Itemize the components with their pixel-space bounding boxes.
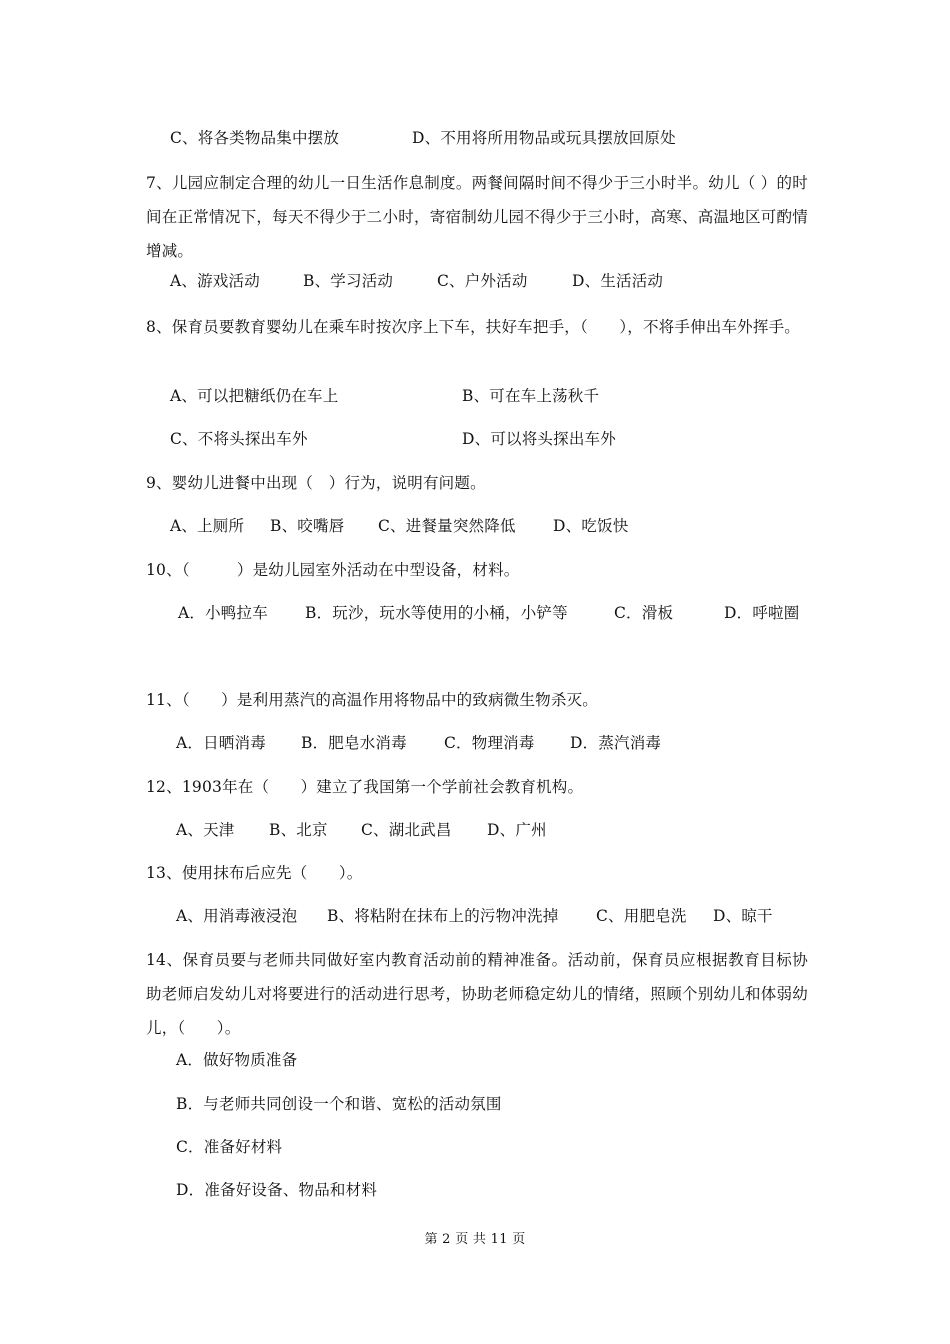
q12-option-d: D、广州 [487, 821, 547, 839]
q10-stem: 10、（ ）是幼儿园室外活动在中型设备，材料。 [146, 561, 520, 579]
q14-stem: 14、保育员要与老师共同做好室内教育活动前的精神准备。活动前，保育员应根据教育目标协助老师启发幼儿对将要进行的活动进行思考，协助老师稳定幼儿的情绪，照顾个别幼儿和体弱幼儿，（ ）。 [146, 951, 808, 1037]
q10-option-b: B．玩沙，玩水等使用的小桶，小铲等 [305, 604, 568, 622]
q12-option-a: A、天津 [176, 821, 235, 839]
q8-option-d: D、可以将头探出车外 [462, 430, 616, 448]
q11-option-b: B．肥皂水消毒 [301, 734, 407, 752]
q7-option-c: C、户外活动 [437, 272, 528, 290]
q8-option-c: C、不将头探出车外 [170, 430, 308, 448]
q8-stem: 8、保育员要教育婴幼儿在乘车时按次序上下车，扶好车把手，（ ），不将手伸出车外挥手。 [146, 318, 800, 336]
q9-option-a: A、上厕所 [170, 517, 245, 535]
q12-option-c: C、湖北武昌 [361, 821, 452, 839]
q9-stem: 9、婴幼儿进餐中出现（ ）行为，说明有问题。 [146, 474, 486, 492]
q8-option-b: B、可在车上荡秋千 [462, 387, 600, 405]
q14-option-a: A．做好物质准备 [176, 1051, 298, 1069]
q6-option-c: C、将各类物品集中摆放 [170, 129, 340, 147]
q9-option-c: C、进餐量突然降低 [378, 517, 516, 535]
q13-option-a: A、用消毒液浸泡 [176, 907, 298, 925]
q7-option-d: D、生活活动 [572, 272, 664, 290]
q9-option-d: D、吃饭快 [553, 517, 629, 535]
q7-stem: 7、儿园应制定合理的幼儿一日生活作息制度。两餐间隔时间不得少于三小时半。幼儿（ ）的时间在正常情况下，每天不得少于二小时，寄宿制幼儿园不得少于三小时，高寒、高温地区可酌情增减。 [146, 174, 808, 260]
q12-option-b: B、北京 [269, 821, 328, 839]
q7-option-a: A、游戏活动 [170, 272, 260, 290]
q11-stem: 11、（ ）是利用蒸汽的高温作用将物品中的致病微生物杀灭。 [146, 691, 598, 709]
q10-option-c: C．滑板 [614, 604, 674, 622]
q11-option-c: C．物理消毒 [444, 734, 535, 752]
q8-option-a: A、可以把糖纸仍在车上 [170, 387, 339, 405]
q6-option-d: D、不用将所用物品或玩具摆放回原处 [412, 129, 676, 147]
q7-option-b: B、学习活动 [303, 272, 394, 290]
q13-option-d: D、晾干 [713, 907, 773, 925]
q11-option-a: A．日晒消毒 [176, 734, 266, 752]
q10-option-a: A．小鸭拉车 [178, 604, 268, 622]
q14-option-b: B．与老师共同创设一个和谐、宽松的活动氛围 [176, 1095, 502, 1113]
q13-option-c: C、用肥皂洗 [596, 907, 687, 925]
q12-stem: 12、1903年在（ ）建立了我国第一个学前社会教育机构。 [146, 778, 584, 796]
q13-stem: 13、使用抹布后应先（ ）。 [146, 864, 363, 882]
q11-option-d: D．蒸汽消毒 [570, 734, 662, 752]
q14-option-d: D．准备好设备、物品和材料 [176, 1181, 378, 1199]
q10-option-d: D．呼啦圈 [724, 604, 800, 622]
page-footer: 第 2 页 共 11 页 [424, 1232, 526, 1247]
q13-option-b: B、将粘附在抹布上的污物冲洗掉 [327, 907, 559, 925]
q14-option-c: C．准备好材料 [176, 1138, 283, 1156]
q9-option-b: B、咬嘴唇 [270, 517, 345, 535]
